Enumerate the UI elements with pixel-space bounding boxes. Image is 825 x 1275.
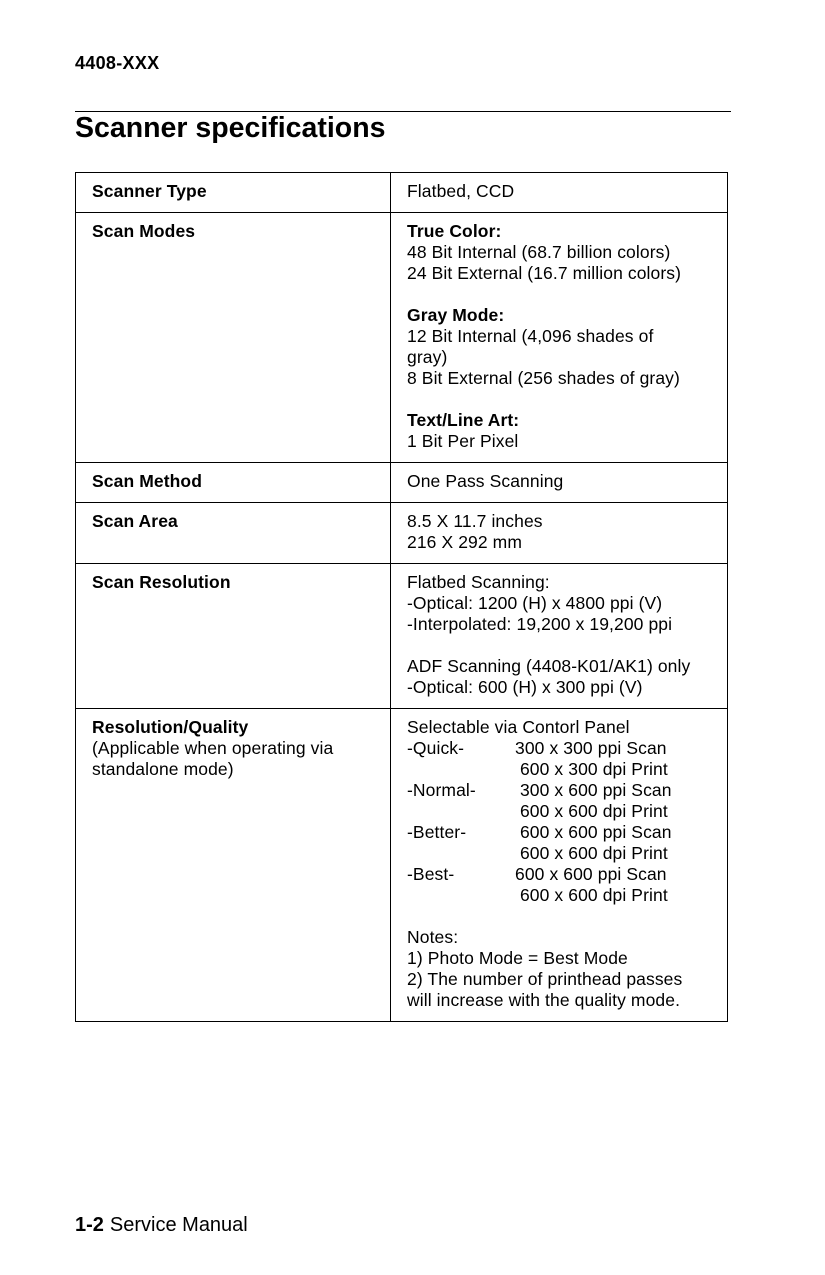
quality-mode-name: -Better-: [407, 822, 467, 842]
spec-line: -Interpolated: 19,200 x 19,200 ppi: [407, 614, 673, 634]
spec-line: 12 Bit Internal (4,096 shades of: [407, 326, 654, 346]
table-row: [76, 213, 728, 463]
spec-value: [391, 503, 728, 564]
spec-value: Flatbed, CCD: [391, 173, 728, 213]
note-line: 2) The number of printhead passes: [407, 969, 683, 989]
quality-mode-scan: 300 x 300 ppi Scan: [515, 738, 667, 758]
quality-mode-print: 600 x 600 dpi Print: [515, 885, 668, 905]
quality-mode-name: -Best-: [407, 864, 455, 884]
gray-mode-heading: Gray Mode:: [407, 305, 505, 325]
spec-label: Scanner Type: [76, 173, 391, 213]
table-row: [76, 173, 728, 213]
quality-mode-row: [407, 780, 717, 801]
spec-label-note: standalone mode): [92, 759, 234, 779]
spec-line: -Optical: 1200 (H) x 4800 ppi (V): [407, 593, 663, 613]
quality-mode-scan: 600 x 600 ppi Scan: [515, 864, 667, 884]
spec-line: 8.5 X 11.7 inches: [407, 511, 543, 531]
quality-mode-scan: 600 x 600 ppi Scan: [515, 822, 672, 842]
spec-value: One Pass Scanning: [391, 463, 728, 503]
quality-mode-row: [407, 885, 717, 906]
model-number: 4408-XXX: [75, 53, 160, 73]
spec-line: 216 X 292 mm: [407, 532, 523, 552]
quality-mode-name: -Quick-: [407, 738, 465, 758]
spec-value: [391, 709, 728, 1022]
spec-line: Flatbed Scanning:: [407, 572, 550, 592]
spec-label-title: Resolution/Quality: [92, 717, 249, 737]
footer-label: Service Manual: [109, 1214, 248, 1236]
quality-mode-scan: 300 x 600 ppi Scan: [515, 780, 672, 800]
spec-line: ADF Scanning (4408-K01/AK1) only: [407, 656, 691, 676]
spec-line: gray): [407, 347, 448, 367]
table-row: [76, 503, 728, 564]
spec-line: Selectable via Contorl Panel: [407, 717, 630, 737]
table-row: [76, 564, 728, 709]
quality-mode-print: 600 x 300 dpi Print: [515, 759, 668, 779]
spec-label: Scan Resolution: [76, 564, 391, 709]
spec-label: Scan Modes: [76, 213, 391, 463]
quality-mode-name: -Normal-: [407, 780, 476, 800]
quality-mode-row: [407, 759, 717, 780]
quality-mode-print: 600 x 600 dpi Print: [515, 801, 668, 821]
spec-label: Scan Area: [76, 503, 391, 564]
spec-line: -Optical: 600 (H) x 300 ppi (V): [407, 677, 643, 697]
note-line: will increase with the quality mode.: [407, 990, 681, 1010]
quality-mode-row: [407, 864, 717, 885]
quality-mode-row: [407, 738, 717, 759]
spec-line: 48 Bit Internal (68.7 billion colors): [407, 242, 671, 262]
quality-mode-row: [407, 822, 717, 843]
spec-label: Scan Method: [76, 463, 391, 503]
spec-line: 8 Bit External (256 shades of gray): [407, 368, 680, 388]
page-title: Scanner specifications: [75, 112, 386, 144]
spec-value: [391, 564, 728, 709]
spec-label-note: (Applicable when operating via: [92, 738, 334, 758]
page-footer: [75, 1212, 248, 1238]
spec-label: [76, 709, 391, 1022]
spec-value: [391, 213, 728, 463]
specifications-table: [75, 172, 728, 1022]
text-line-art-heading: Text/Line Art:: [407, 410, 520, 430]
table-row: [76, 463, 728, 503]
quality-mode-row: [407, 843, 717, 864]
note-line: 1) Photo Mode = Best Mode: [407, 948, 628, 968]
table-row: [76, 709, 728, 1022]
spec-line: 24 Bit External (16.7 million colors): [407, 263, 682, 283]
quality-mode-print: 600 x 600 dpi Print: [515, 843, 668, 863]
quality-mode-row: [407, 801, 717, 822]
true-color-heading: True Color:: [407, 221, 502, 241]
notes-heading: Notes:: [407, 927, 459, 947]
spec-line: 1 Bit Per Pixel: [407, 431, 519, 451]
page-number: 1-2: [75, 1214, 104, 1236]
